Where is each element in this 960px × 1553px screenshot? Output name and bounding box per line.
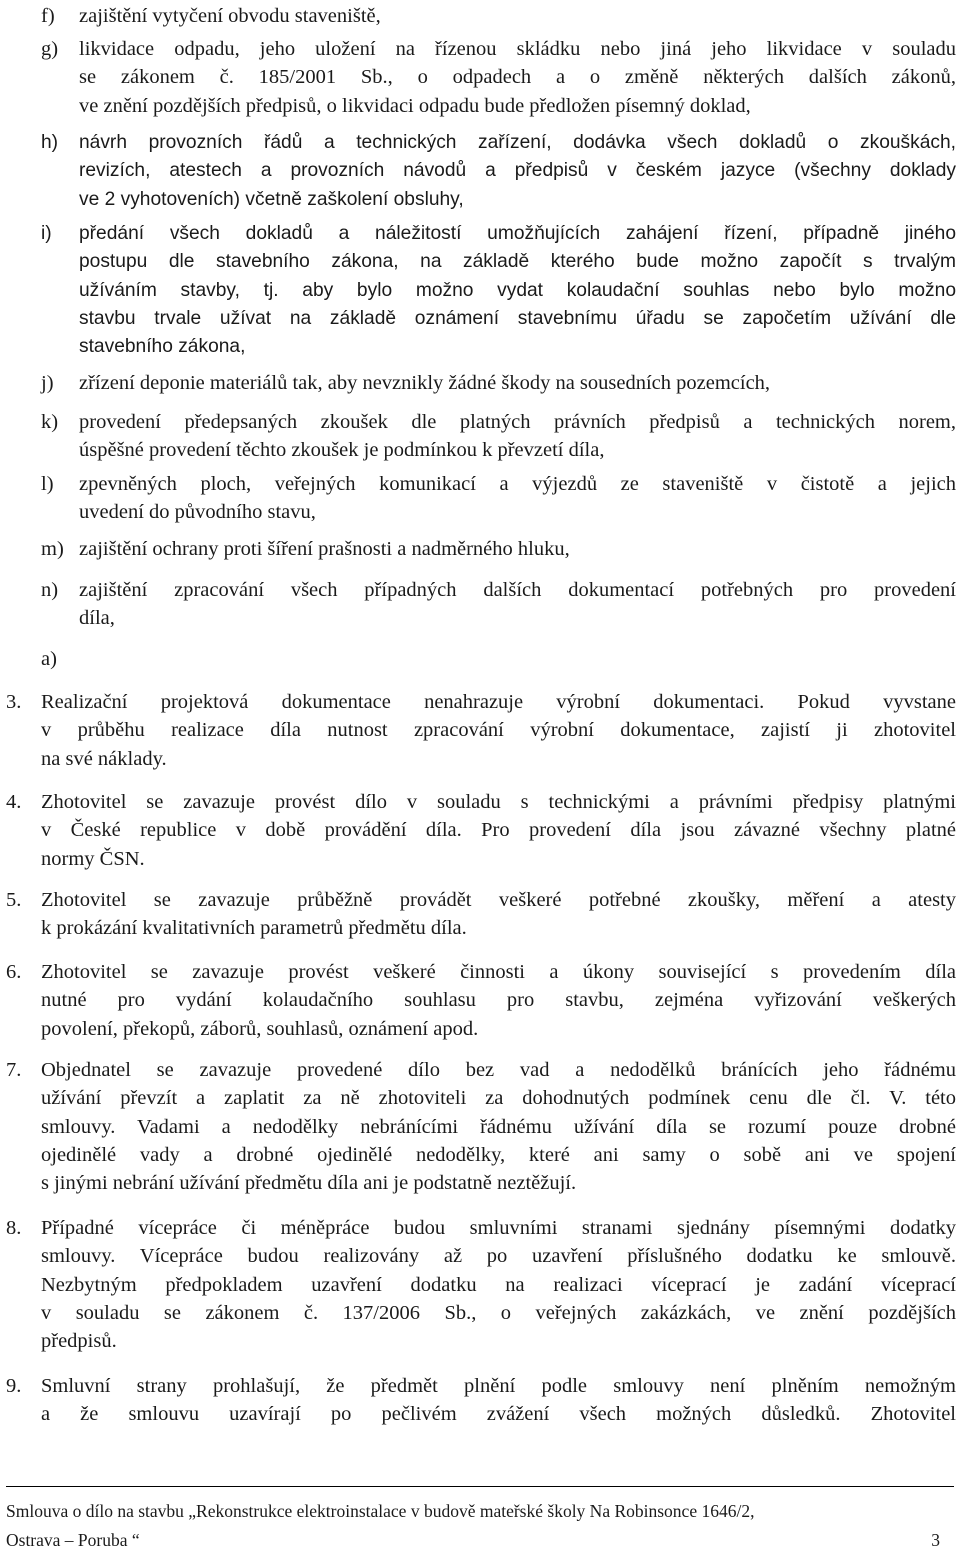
text-line: normy ČSN. bbox=[41, 847, 145, 870]
page-number: 3 bbox=[931, 1530, 940, 1550]
list-item-text bbox=[79, 2, 956, 30]
text-line: nutné pro vydání kolaudačního souhlasu pro stavbu, zejména vyřizování veškerých bbox=[41, 989, 956, 1012]
list-item-label: i) bbox=[41, 223, 52, 244]
text-line: zajištění vytyčení obvodu staveniště, bbox=[79, 5, 381, 27]
list-item-label: j) bbox=[41, 372, 54, 394]
text-line: Zhotovitel se zavazuje průběžně provádět veškeré potřebné zkoušky, měření a atesty bbox=[41, 889, 956, 911]
text-line: na své náklady. bbox=[41, 747, 167, 770]
text-line: v souladu se zákonem č. 137/2006 Sb., o veřejných zakázkách, ve znění pozdějších bbox=[41, 1301, 956, 1324]
footer-title-line-1: Smlouva o dílo na stavbu „Rekonstrukce elektroinstalace v budově mateřské školy Na Robinsonce 1646/2, bbox=[6, 1501, 755, 1521]
paragraph-number: 5. bbox=[6, 889, 22, 911]
text-line: smlouvy. Vadami a nedodělky nebránícími řádnému užívání díla se rozumí pouze drobné bbox=[41, 1115, 956, 1138]
text-line: likvidace odpadu, jeho uložení na řízenou skládku nebo jiná jeho likvidace v souladu bbox=[79, 38, 956, 60]
text-line: ojedinělé vady a drobné ojedinělé nedodělky, které ani samy o sobě ani ve spojení bbox=[41, 1143, 956, 1166]
text-line: v České republice v době provádění díla. Pro provedení díla jsou závazné všechny platné bbox=[41, 819, 956, 842]
paragraph-text bbox=[41, 958, 956, 1043]
paragraph-text bbox=[41, 1372, 956, 1429]
text-line: stavebního zákona, bbox=[79, 336, 246, 358]
text-line: návrh provozních řádů a technických zařízení, dodávka všech dokladů o zkouškách, bbox=[79, 132, 956, 153]
text-line: k prokázání kvalitativních parametrů předmětu díla. bbox=[41, 917, 467, 940]
list-item-label: g) bbox=[41, 38, 59, 60]
list-item-label: n) bbox=[41, 579, 59, 601]
text-line: a že smlouvu uzavírají po pečlivém zvážení všech možných důsledků. Zhotovitel bbox=[41, 1403, 956, 1426]
list-item-label: m) bbox=[41, 538, 64, 560]
list-item-text bbox=[79, 369, 956, 397]
text-line: revizích, atestech a provozních návodů a předpisů v českém jazyce (všechny doklady bbox=[79, 160, 956, 182]
text-line: uvedení do původního stavu, bbox=[79, 501, 316, 524]
text-line: Nezbytným předpokladem uzavření dodatku na realizaci víceprací je zadání víceprací bbox=[41, 1273, 956, 1296]
text-line: s jinými nebrání užívání předmětu díla ani je podstatně neztěžují. bbox=[41, 1172, 577, 1195]
text-line: předání všech dokladů a náležitostí umožňujících zahájení řízení, případně jiného bbox=[79, 223, 956, 244]
list-item-text bbox=[79, 129, 956, 214]
text-line: Zhotovitel se zavazuje provést veškeré činnosti a úkony související s provedením díla bbox=[41, 961, 956, 983]
text-line: stavbu trvale užívat na základě oznámení stavebnímu úřadu se započetím užívání dle bbox=[79, 307, 956, 329]
paragraph-number: 8. bbox=[6, 1217, 22, 1239]
list-item-text bbox=[79, 408, 956, 465]
list-item-label: k) bbox=[41, 411, 59, 433]
text-line: zřízení deponie materiálů tak, aby nevznikly žádné škody na sousedních pozemcích, bbox=[79, 372, 771, 394]
text-line: Zhotovitel se zavazuje provést dílo v souladu s technickými a právními předpisy platnými bbox=[41, 791, 956, 813]
text-line: předpisů. bbox=[41, 1330, 117, 1353]
footer-title-line-2: Ostrava – Poruba “ bbox=[6, 1530, 140, 1550]
list-item-text bbox=[79, 576, 956, 633]
text-line: užíváním stavby, tj. aby bylo možno vydat kolaudační souhlas nebo bylo možno bbox=[79, 279, 956, 301]
paragraph-number: 4. bbox=[6, 791, 22, 813]
text-line: Objednatel se zavazuje provedené dílo bez vad a nedodělků bránících jeho řádnému bbox=[41, 1059, 956, 1081]
paragraph-number: 6. bbox=[6, 961, 22, 983]
text-line: postupu dle stavebního zákona, na základě kterého bude možno započít s trvalým bbox=[79, 251, 956, 273]
paragraph-text bbox=[41, 688, 956, 773]
list-item-label: a) bbox=[41, 648, 57, 670]
paragraph-number: 9. bbox=[6, 1375, 22, 1397]
footer-divider bbox=[6, 1486, 954, 1487]
text-line: Smluvní strany prohlašují, že předmět plnění podle smlouvy není plněním nemožným bbox=[41, 1375, 956, 1397]
list-item-label: h) bbox=[41, 132, 59, 153]
text-line: povolení, překopů, záborů, souhlasů, oznámení apod. bbox=[41, 1017, 479, 1040]
text-line: zpevněných ploch, veřejných komunikací a výjezdů ze staveniště v čistotě a jejich bbox=[79, 473, 956, 495]
text-line: provedení předepsaných zkoušek dle platných právních předpisů a technických norem, bbox=[79, 411, 956, 433]
list-item-label: f) bbox=[41, 5, 55, 27]
text-line: ve 2 vyhotoveních) včetně zaškolení obsluhy, bbox=[79, 188, 464, 210]
text-line: užívání převzít a zaplatit za ně zhotoviteli za dohodnutých podmínek cenu dle čl. V. této bbox=[41, 1087, 956, 1110]
text-line: Případné vícepráce či méněpráce budou smluvními stranami sjednány písemnými dodatky bbox=[41, 1217, 956, 1239]
text-line: Realizační projektová dokumentace nenahrazuje výrobní dokumentaci. Pokud vyvstane bbox=[41, 691, 956, 713]
paragraph-text bbox=[41, 788, 956, 873]
list-item-text bbox=[79, 470, 956, 527]
text-line: smlouvy. Vícepráce budou realizovány až po uzavření příslušného dodatku ke smlouvě. bbox=[41, 1245, 956, 1268]
text-line: úspěšné provedení těchto zkoušek je podmínkou k převzetí díla, bbox=[79, 439, 605, 462]
text-line: zajištění zpracování všech případných dalších dokumentací potřebných pro provedení bbox=[79, 579, 956, 601]
text-line: se zákonem č. 185/2001 Sb., o odpadech a o změně některých dalších zákonů, bbox=[79, 66, 956, 89]
paragraph-text bbox=[41, 886, 956, 943]
text-line: díla, bbox=[79, 607, 115, 630]
list-item-text bbox=[79, 220, 956, 361]
paragraph-number: 7. bbox=[6, 1059, 22, 1081]
paragraph-number: 3. bbox=[6, 691, 22, 713]
text-line: zajištění ochrany proti šíření prašnosti a nadměrného hluku, bbox=[79, 538, 570, 560]
paragraph-text bbox=[41, 1214, 956, 1355]
text-line: ve znění pozdějších předpisů, o likvidaci odpadu bude předložen písemný doklad, bbox=[79, 94, 751, 117]
list-item-text bbox=[79, 35, 956, 120]
text-line: v průběhu realizace díla nutnost zpracování výrobní dokumentace, zajistí ji zhotovitel bbox=[41, 719, 956, 742]
list-item-text bbox=[79, 535, 956, 563]
paragraph-text bbox=[41, 1056, 956, 1197]
list-item-label: l) bbox=[41, 473, 54, 495]
